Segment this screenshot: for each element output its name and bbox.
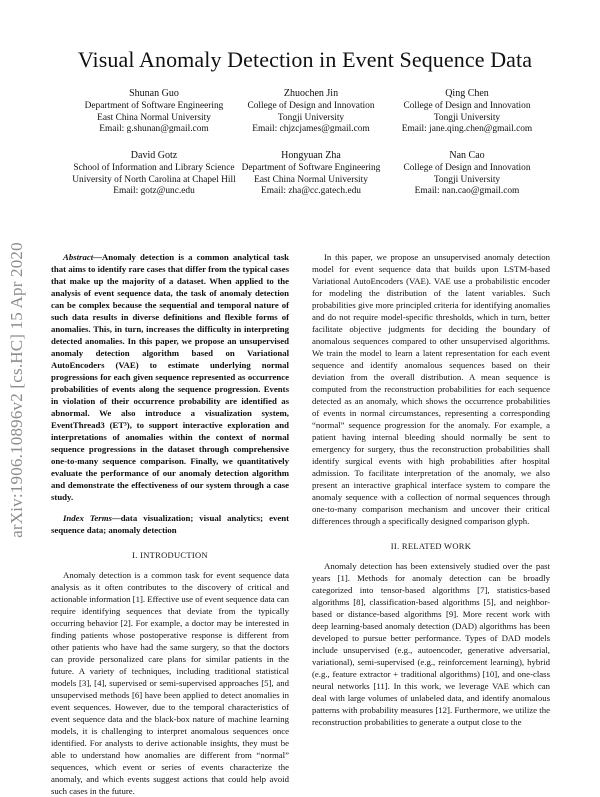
- author-email: Email: jane.qing.chen@gmail.com: [401, 124, 533, 135]
- intro-paragraph: Anomaly detection is a common task for event sequence data analysis as it often contributes to the discovery of critical and actionable information [1]. Effective use of event sequence data can require identifying sequences that deviate from the typically occurring behavior [2]. For example, a doctor may be interested in finding patients whose postoperative response is different from other patients who have had the same surgery, so that the doctors can provide personalized care plans for similar patients in the future. A variety of techniques, including traditional statistical models [3], [4], supervised or semi-supervised approaches [5], and unsupervised methods [6] have been applied to detect anomalies in event sequences. However, due to the temporal characteristics of event sequence data and the black-box nature of machine learning models, it is challenging to interpret anomalous sequences once identified. For analysts to derive actionable insights, they must be able to understand how anomalies are different from “normal” sequences, which event or series of events characterize the anomaly, and which events suggest actions that could help avoid such cases in the future.: [51, 570, 289, 796]
- author-name: Qing Chen: [445, 88, 489, 99]
- index-terms-label: Index Terms: [63, 513, 112, 523]
- index-terms-text: —data visualization; visual analytics; event sequence data; anomaly detection: [51, 513, 289, 535]
- author-name: Zhuochen Jin: [283, 88, 339, 99]
- author-name: Hongyuan Zha: [281, 150, 341, 161]
- author-affiliation: College of Design and Innovation: [403, 101, 531, 112]
- author-block: [372, 88, 562, 136]
- author-affiliation: College of Design and Innovation: [247, 101, 375, 112]
- author-name: Nan Cao: [449, 150, 485, 161]
- author-email: Email: g.shunan@gmail.com: [99, 124, 209, 135]
- abstract: [51, 251, 289, 503]
- right-column: [312, 251, 550, 728]
- author-name: David Gotz: [130, 150, 178, 161]
- paper-title: Visual Anomaly Detection in Event Sequence Data: [77, 47, 533, 72]
- author-institution: East China Normal University: [254, 174, 368, 185]
- related-work-paragraph: Anomaly detection has been extensively studied over the past years [1]. Methods for anomaly detection can be broadly categorized into tensor-based algorithms [7], statistics-based algorithms [8], classification-based algorithms [5], and neighbor-based or distance-based algorithms [9]. More recent work with deep learning-based anomaly detection (DAD) algorithms has been developed to pursue better performance. Types of DAD models include unsupervised (e.g., autoencoder, generative adversarial, variational), semi-supervised (e.g., reinforcement learning), hybrid (e.g., feature extractor + traditional algorithms) [10], and one-class neural networks [11]. In this work, we leverage VAE which can deal with large volumes of unlabeled data, and identify anomalous patterns with probability measures [12]. Furthermore, we utilize the reconstruction probabilities to generate a output close to the: [312, 561, 550, 727]
- author-name: Shunan Guo: [129, 88, 179, 99]
- author-affiliation: Department of Software Engineering: [84, 101, 224, 112]
- author-email: Email: zha@cc.gatech.edu: [261, 186, 361, 197]
- author-block: [372, 150, 562, 198]
- index-terms: [51, 512, 289, 536]
- section-heading-related-work: II. RELATED WORK: [390, 541, 472, 551]
- author-email: Email: chjzcjames@gmail.com: [252, 124, 370, 135]
- author-institution: University of North Carolina at Chapel Hill: [72, 174, 236, 185]
- author-institution: East China Normal University: [97, 112, 211, 123]
- author-institution: Tongji University: [433, 112, 501, 123]
- section-heading-introduction: I. INTRODUCTION: [132, 550, 208, 560]
- author-affiliation: School of Information and Library Science: [73, 163, 235, 174]
- left-column: [51, 251, 289, 797]
- author-institution: Tongji University: [433, 174, 501, 185]
- intro-paragraph: In this paper, we propose an unsupervised anomaly detection model for event sequence data that builds upon LSTM-based Variational AutoEncoders (VAE). VAE use a probabilistic encoder for modeling the distribution of the latent variables. Such probabilities give more principled criteria for identifying anomalies and do not require model-specific thresholds, which in turn, better facilitate objective judgments for deciding the boundary of anomalous sequences compared to other unsupervised algorithms. We train the model to learn a latent representation for each event sequence and identify anomalous sequences based on their deviation from the overall distribution. A mean sequence is computed from the reconstruction probabilities for each sequence detected as an anomaly, which shows the occurrence probabilities of events in normal circumstances, representing a corresponding “normal” sequence progression for the anomaly. For example, a patient having internal bleeding should normally be sent to emergency for surgery, thus the reconstruction probabilities shall identify surgical events with high probabilities after hospital admission. To facilitate interpretation of the anomaly, we also present an interactive graphical interface system to compare the anomaly sequence with a collection of normal sequences through one-to-many comparison mechanism and uncover their critical differences through a specifically designed comparison glyph.: [312, 252, 550, 526]
- author-email: Email: gotz@unc.edu: [113, 186, 195, 197]
- author-email: Email: nan.cao@gmail.com: [414, 186, 520, 197]
- author-institution: Tongji University: [277, 112, 345, 123]
- arxiv-identifier-text: arXiv:1906.10896v2 [cs.HC] 15 Apr 2020: [7, 242, 26, 538]
- abstract-text: —Anomaly detection is a common analytical task that aims to identify rare cases that differ from the typical cases that make up the majority of a dataset. When applied to the analysis of event sequence data, the task of anomaly detection can be complex because the sequential and temporal nature of such data results in diverse definitions and flexible forms of anomalies. This, in turn, increases the difficulty in interpreting detected anomalies. In this paper, we propose an unsupervised anomaly detection algorithm based on Variational AutoEncoders (VAE) to estimate underlying normal progressions for each given sequence represented as occurrence probabilities of events along the sequence progression. Events in violation of their occurrence probability are identified as abnormal. We also introduce a visualization system, EventThread3 (ET³), to support interactive exploration and interpretations of anomalies within the context of normal sequence progressions in the dataset through comprehensive one-to-many sequence comparison. Finally, we quantitatively evaluate the performance of our anomaly detection algorithm and demonstrate the effectiveness of our system through a case study.: [51, 252, 289, 502]
- author-affiliation: College of Design and Innovation: [403, 163, 531, 174]
- abstract-label: Abstract: [63, 252, 94, 262]
- author-affiliation: Department of Software Engineering: [241, 163, 381, 174]
- arxiv-identifier: [4, 190, 30, 590]
